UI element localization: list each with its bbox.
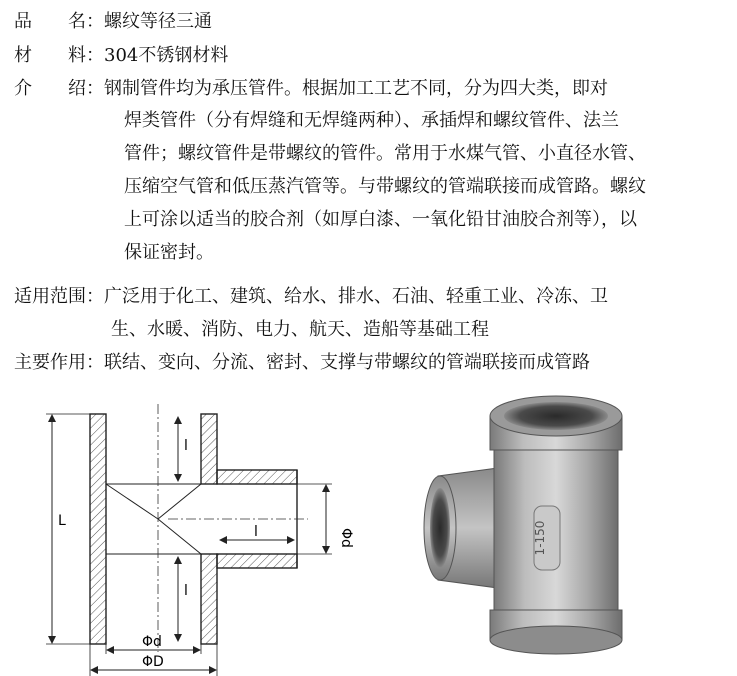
spec-function-row	[14, 346, 590, 379]
dim-d: Φd	[142, 634, 162, 650]
material-label: 材 料：	[14, 45, 104, 66]
stamp-text: 1-150	[533, 520, 547, 556]
dim-l-top: l	[184, 438, 188, 454]
tee-branch-wall-top	[217, 470, 297, 484]
function-label: 主要作用：	[14, 352, 104, 373]
tee-right-wall-top	[201, 414, 217, 484]
material-value: 304不锈钢材料	[104, 45, 229, 66]
scope-line: 广泛用于化工、建筑、给水、排水、石油、轻重工业、冷冻、卫	[104, 286, 608, 307]
intro-line: 管件；螺纹管件是带螺纹的管件。常用于水煤气管、小直径水管、	[124, 143, 646, 164]
intro-line: 上可涂以适当的胶合剂（如厚白漆、一氧化铅甘油胶合剂等），以	[124, 209, 637, 230]
name-value: 螺纹等径三通	[104, 11, 212, 32]
scope-line: 生、水暖、消防、电力、航天、造船等基础工程	[111, 319, 489, 340]
intro-line: 焊类管件（分有焊缝和无焊缝两种）、承插焊和螺纹管件、法兰	[124, 110, 619, 131]
dim-D: ΦD	[142, 654, 164, 670]
spec-material-row	[14, 39, 228, 72]
tee-right-wall-bottom	[201, 554, 217, 644]
dim-l-right: l	[254, 524, 258, 540]
intro-line: 保证密封。	[124, 242, 214, 263]
dim-phi-right: Φd	[338, 528, 354, 548]
scope-label: 适用范围：	[14, 286, 104, 307]
product-photo	[420, 388, 635, 664]
spec-scope-row	[14, 280, 608, 313]
tee-branch-wall-bottom	[217, 554, 297, 568]
tee-left-wall	[90, 414, 106, 644]
function-value: 联结、变向、分流、密封、支撑与带螺纹的管端联接而成管路	[104, 352, 590, 373]
tee-diagram	[18, 390, 368, 676]
name-label: 品 名：	[14, 11, 104, 32]
spec-intro-row	[14, 72, 608, 105]
dim-l-bottom: l	[184, 583, 188, 599]
dim-L: L	[58, 513, 66, 529]
intro-label: 介 绍：	[14, 78, 104, 99]
intro-line: 钢制管件均为承压管件。根据加工工艺不同，分为四大类，即对	[104, 78, 608, 99]
spec-name-row	[14, 5, 212, 38]
intro-line: 压缩空气管和低压蒸汽管等。与带螺纹的管端联接而成管路。螺纹	[124, 176, 646, 197]
